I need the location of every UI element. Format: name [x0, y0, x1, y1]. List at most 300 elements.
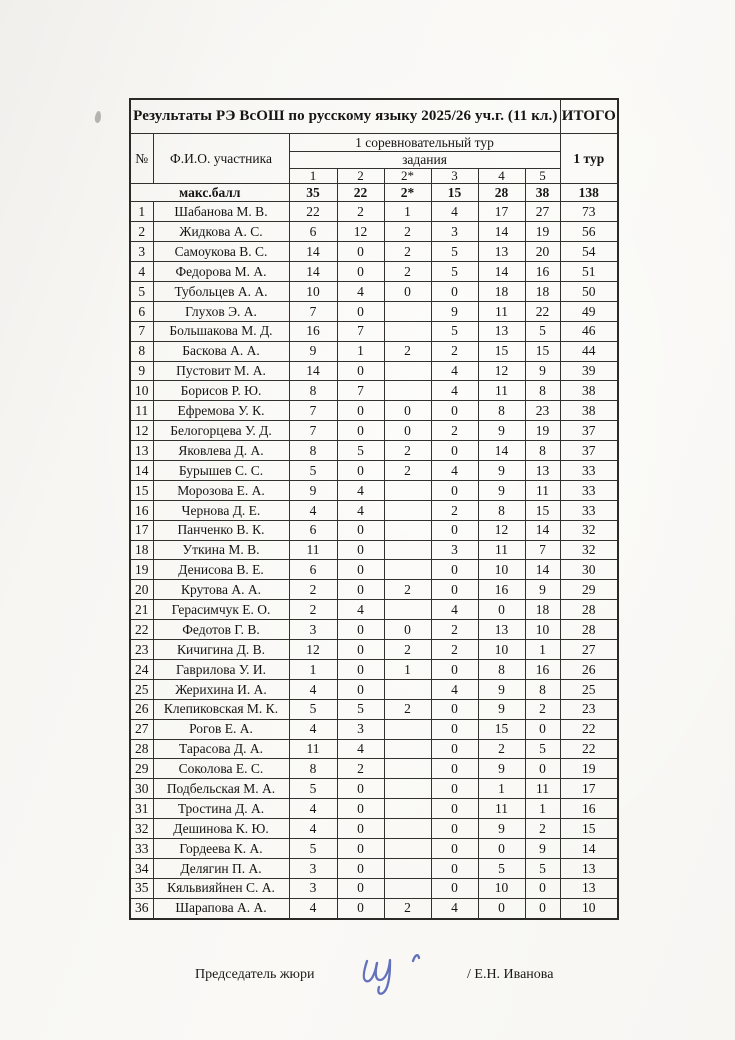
- row-total: 28: [560, 600, 618, 620]
- table-row: [130, 759, 618, 779]
- participant-name: Крутова А. А.: [153, 580, 289, 600]
- task-score: 15: [478, 719, 525, 739]
- task-score: 2: [337, 759, 384, 779]
- row-number: 33: [130, 838, 153, 858]
- table-row: [130, 819, 618, 839]
- row-number: 23: [130, 640, 153, 660]
- table-row: [130, 341, 618, 361]
- row-number: 11: [130, 401, 153, 421]
- task-score: 0: [431, 838, 478, 858]
- task-number-header: 2*: [384, 168, 431, 184]
- task-score: 18: [525, 600, 560, 620]
- table-row: [130, 242, 618, 262]
- task-score: 0: [337, 858, 384, 878]
- tour-header: 1 соревновательный тур: [289, 134, 560, 152]
- task-score: 10: [478, 878, 525, 898]
- task-score: 0: [431, 282, 478, 302]
- row-total: 22: [560, 719, 618, 739]
- table-row: [130, 222, 618, 242]
- task-score: 0: [431, 739, 478, 759]
- max-score-value: 2*: [384, 184, 431, 202]
- task-score: 4: [337, 600, 384, 620]
- participant-name: Уткина М. В.: [153, 540, 289, 560]
- task-score: 0: [337, 679, 384, 699]
- task-score: 10: [478, 640, 525, 660]
- row-number: 1: [130, 202, 153, 222]
- task-score: 2: [431, 500, 478, 520]
- row-number: 30: [130, 779, 153, 799]
- task-score: 0: [337, 540, 384, 560]
- row-total: 23: [560, 699, 618, 719]
- task-score: 0: [478, 898, 525, 918]
- task-score: 0: [337, 301, 384, 321]
- row-total: 50: [560, 282, 618, 302]
- task-score: 2: [525, 699, 560, 719]
- participant-name: Гордеева К. А.: [153, 838, 289, 858]
- task-score: 13: [478, 620, 525, 640]
- task-score: 0: [337, 620, 384, 640]
- task-score: 18: [525, 282, 560, 302]
- table-row: [130, 640, 618, 660]
- task-score: 4: [431, 679, 478, 699]
- task-score: 0: [337, 461, 384, 481]
- task-score: 0: [431, 719, 478, 739]
- table-row: [130, 421, 618, 441]
- row-number: 31: [130, 799, 153, 819]
- task-score: 2: [384, 341, 431, 361]
- task-score: 18: [478, 282, 525, 302]
- max-score-value: 35: [289, 184, 337, 202]
- row-number: 24: [130, 659, 153, 679]
- row-number: 34: [130, 858, 153, 878]
- task-score: 8: [525, 441, 560, 461]
- task-score: 10: [525, 620, 560, 640]
- row-total: 37: [560, 421, 618, 441]
- task-score: 0: [337, 799, 384, 819]
- table-row: [130, 580, 618, 600]
- table-row: [130, 262, 618, 282]
- task-score: 10: [478, 560, 525, 580]
- table-row: [130, 202, 618, 222]
- row-number: 20: [130, 580, 153, 600]
- task-score: 4: [431, 202, 478, 222]
- task-score: 0: [431, 779, 478, 799]
- row-total: 16: [560, 799, 618, 819]
- task-score: 3: [337, 719, 384, 739]
- table-row: [130, 520, 618, 540]
- row-number: 16: [130, 500, 153, 520]
- participant-name: Большакова М. Д.: [153, 321, 289, 341]
- row-number: 19: [130, 560, 153, 580]
- task-score: 0: [384, 620, 431, 640]
- participant-name: Тарасова Д. А.: [153, 739, 289, 759]
- participant-name: Баскова А. А.: [153, 341, 289, 361]
- chairman-signature-scribble: [356, 948, 440, 1006]
- row-number: 27: [130, 719, 153, 739]
- row-number: 22: [130, 620, 153, 640]
- row-total: 30: [560, 560, 618, 580]
- table-row: [130, 301, 618, 321]
- task-score: 15: [525, 341, 560, 361]
- max-score-value: 28: [478, 184, 525, 202]
- row-total: 25: [560, 679, 618, 699]
- table-row: [130, 719, 618, 739]
- max-score-row: [130, 184, 618, 202]
- task-score: 14: [478, 262, 525, 282]
- task-score: 0: [525, 898, 560, 918]
- participant-name: Самоукова В. С.: [153, 242, 289, 262]
- task-score: 8: [525, 381, 560, 401]
- max-score-total: 138: [560, 184, 618, 202]
- task-score: [384, 540, 431, 560]
- task-score: 9: [478, 699, 525, 719]
- scan-speck-artifact: [94, 111, 102, 124]
- chairman-label: Председатель жюри: [195, 967, 315, 982]
- table-row: [130, 401, 618, 421]
- task-score: [384, 838, 431, 858]
- task-score: 4: [289, 719, 337, 739]
- task-score: 0: [431, 441, 478, 461]
- task-score: 1: [289, 659, 337, 679]
- task-score: [384, 321, 431, 341]
- row-number: 15: [130, 480, 153, 500]
- col-header-fio: Ф.И.О. участника: [153, 134, 289, 184]
- task-score: 11: [478, 540, 525, 560]
- row-number: 10: [130, 381, 153, 401]
- row-total: 22: [560, 739, 618, 759]
- task-score: 4: [431, 461, 478, 481]
- task-score: 1: [525, 799, 560, 819]
- tasks-header: задания: [289, 152, 560, 169]
- task-score: 5: [337, 699, 384, 719]
- table-row: [130, 799, 618, 819]
- row-number: 14: [130, 461, 153, 481]
- row-number: 25: [130, 679, 153, 699]
- task-score: [384, 779, 431, 799]
- task-score: 0: [337, 421, 384, 441]
- task-score: 2: [384, 640, 431, 660]
- participant-name: Кичигина Д. В.: [153, 640, 289, 660]
- task-score: 8: [478, 401, 525, 421]
- table-row: [130, 321, 618, 341]
- max-score-value: 38: [525, 184, 560, 202]
- participant-name: Пустовит М. А.: [153, 361, 289, 381]
- participant-name: Белогорцева У. Д.: [153, 421, 289, 441]
- task-score: 16: [478, 580, 525, 600]
- max-score-label: макс.балл: [130, 184, 289, 202]
- task-score: 3: [289, 858, 337, 878]
- row-number: 5: [130, 282, 153, 302]
- task-score: 4: [289, 898, 337, 918]
- table-row: [130, 898, 618, 918]
- task-score: 9: [478, 421, 525, 441]
- table-row: [130, 381, 618, 401]
- row-total: 17: [560, 779, 618, 799]
- row-total: 38: [560, 401, 618, 421]
- task-score: 8: [478, 500, 525, 520]
- task-score: 9: [525, 361, 560, 381]
- task-score: 0: [337, 520, 384, 540]
- task-score: [384, 600, 431, 620]
- task-score: 2: [384, 461, 431, 481]
- task-score: 14: [289, 361, 337, 381]
- task-score: 12: [478, 361, 525, 381]
- task-score: 2: [384, 699, 431, 719]
- task-score: 11: [478, 381, 525, 401]
- task-score: 7: [289, 401, 337, 421]
- row-total: 54: [560, 242, 618, 262]
- table-row: [130, 441, 618, 461]
- task-score: 9: [289, 341, 337, 361]
- row-number: 12: [130, 421, 153, 441]
- task-score: 0: [337, 838, 384, 858]
- task-score: 0: [431, 699, 478, 719]
- task-score: 14: [289, 242, 337, 262]
- task-score: 4: [337, 282, 384, 302]
- task-score: [384, 858, 431, 878]
- row-total: 32: [560, 540, 618, 560]
- task-score: 2: [478, 739, 525, 759]
- table-row: [130, 620, 618, 640]
- task-score: 5: [525, 739, 560, 759]
- row-number: 35: [130, 878, 153, 898]
- task-score: 4: [431, 361, 478, 381]
- task-score: 2: [431, 341, 478, 361]
- task-score: 4: [431, 381, 478, 401]
- participant-name: Яковлева Д. А.: [153, 441, 289, 461]
- task-score: 14: [478, 441, 525, 461]
- table-row: [130, 500, 618, 520]
- task-score: 12: [289, 640, 337, 660]
- task-score: 0: [384, 282, 431, 302]
- table-row: [130, 480, 618, 500]
- task-score: 15: [525, 500, 560, 520]
- task-score: 2: [431, 640, 478, 660]
- task-score: 5: [289, 779, 337, 799]
- task-score: 1: [525, 640, 560, 660]
- results-table: [129, 98, 619, 920]
- task-score: 9: [525, 838, 560, 858]
- task-score: 22: [525, 301, 560, 321]
- task-score: 5: [525, 858, 560, 878]
- task-score: 2: [431, 620, 478, 640]
- task-score: 2: [289, 600, 337, 620]
- task-score: 17: [478, 202, 525, 222]
- max-score-value: 22: [337, 184, 384, 202]
- task-score: 5: [431, 262, 478, 282]
- task-score: 2: [384, 441, 431, 461]
- task-score: 12: [337, 222, 384, 242]
- participant-name: Дешинова К. Ю.: [153, 819, 289, 839]
- task-score: 19: [525, 222, 560, 242]
- tour-total-header: 1 тур: [560, 134, 618, 184]
- table-row: [130, 858, 618, 878]
- task-score: 1: [384, 202, 431, 222]
- task-score: 6: [289, 560, 337, 580]
- task-score: 2: [384, 222, 431, 242]
- task-score: 0: [337, 242, 384, 262]
- task-score: 9: [431, 301, 478, 321]
- participant-name: Шарапова А. А.: [153, 898, 289, 918]
- participant-name: Подбельская М. А.: [153, 779, 289, 799]
- task-score: 10: [289, 282, 337, 302]
- task-score: 14: [525, 520, 560, 540]
- table-row: [130, 659, 618, 679]
- task-score: 8: [478, 659, 525, 679]
- task-score: 14: [289, 262, 337, 282]
- row-total: 38: [560, 381, 618, 401]
- task-score: 0: [337, 640, 384, 660]
- task-score: 0: [337, 878, 384, 898]
- task-score: 0: [337, 580, 384, 600]
- task-score: 16: [525, 659, 560, 679]
- table-row: [130, 699, 618, 719]
- task-score: 0: [431, 858, 478, 878]
- task-score: 3: [289, 620, 337, 640]
- task-score: 0: [384, 401, 431, 421]
- header-row-tour: [130, 134, 618, 152]
- task-score: 6: [289, 520, 337, 540]
- table-title-row: [130, 99, 618, 134]
- chairman-name: / Е.Н. Иванова: [467, 967, 554, 982]
- task-score: 16: [289, 321, 337, 341]
- task-score: 11: [478, 799, 525, 819]
- participant-name: Рогов Е. А.: [153, 719, 289, 739]
- row-total: 33: [560, 461, 618, 481]
- task-score: 9: [478, 759, 525, 779]
- task-score: 13: [478, 242, 525, 262]
- task-score: 4: [431, 898, 478, 918]
- task-score: 1: [337, 341, 384, 361]
- task-score: 0: [525, 878, 560, 898]
- table-title: Результаты РЭ ВсОШ по русскому языку 2025/26 уч.г. (11 кл.): [130, 99, 560, 134]
- task-score: 13: [478, 321, 525, 341]
- participant-name: Жерихина И. А.: [153, 679, 289, 699]
- row-number: 29: [130, 759, 153, 779]
- participant-name: Морозова Е. А.: [153, 480, 289, 500]
- task-score: [384, 381, 431, 401]
- row-total: 32: [560, 520, 618, 540]
- task-score: 14: [525, 560, 560, 580]
- task-score: 0: [431, 819, 478, 839]
- row-number: 18: [130, 540, 153, 560]
- task-score: 7: [289, 421, 337, 441]
- task-score: 5: [431, 242, 478, 262]
- task-score: 0: [431, 480, 478, 500]
- task-score: [384, 739, 431, 759]
- participant-name: Делягин П. А.: [153, 858, 289, 878]
- results-body: [130, 202, 618, 919]
- task-score: 4: [289, 500, 337, 520]
- task-score: 7: [337, 321, 384, 341]
- participant-name: Ефремова У. К.: [153, 401, 289, 421]
- task-score: 0: [431, 799, 478, 819]
- task-score: [384, 819, 431, 839]
- task-score: 5: [478, 858, 525, 878]
- task-score: 9: [478, 461, 525, 481]
- task-score: 0: [431, 560, 478, 580]
- task-score: 2: [289, 580, 337, 600]
- row-total: 10: [560, 898, 618, 918]
- row-number: 28: [130, 739, 153, 759]
- task-score: [384, 500, 431, 520]
- task-score: 1: [478, 779, 525, 799]
- task-score: 8: [289, 759, 337, 779]
- participant-name: Борисов Р. Ю.: [153, 381, 289, 401]
- task-score: 23: [525, 401, 560, 421]
- row-number: 36: [130, 898, 153, 918]
- row-total: 29: [560, 580, 618, 600]
- row-total: 28: [560, 620, 618, 640]
- row-number: 3: [130, 242, 153, 262]
- table-row: [130, 361, 618, 381]
- task-score: 0: [337, 401, 384, 421]
- task-score: 11: [478, 301, 525, 321]
- row-total: 46: [560, 321, 618, 341]
- itogo-header: ИТОГО: [560, 99, 618, 134]
- participant-name: Денисова В. Е.: [153, 560, 289, 580]
- task-score: 3: [431, 222, 478, 242]
- task-score: 8: [525, 679, 560, 699]
- row-number: 26: [130, 699, 153, 719]
- row-number: 8: [130, 341, 153, 361]
- task-score: 0: [337, 819, 384, 839]
- task-score: 0: [337, 560, 384, 580]
- task-score: 7: [289, 301, 337, 321]
- task-score: [384, 560, 431, 580]
- task-score: 7: [525, 540, 560, 560]
- row-total: 44: [560, 341, 618, 361]
- task-score: 1: [384, 659, 431, 679]
- row-total: 39: [560, 361, 618, 381]
- task-score: [384, 759, 431, 779]
- participant-name: Соколова Е. С.: [153, 759, 289, 779]
- row-number: 6: [130, 301, 153, 321]
- row-total: 15: [560, 819, 618, 839]
- task-score: 0: [337, 779, 384, 799]
- task-number-header: 4: [478, 168, 525, 184]
- task-score: 2: [384, 262, 431, 282]
- task-score: 0: [431, 759, 478, 779]
- task-score: 11: [525, 480, 560, 500]
- task-score: 0: [431, 878, 478, 898]
- task-score: 6: [289, 222, 337, 242]
- task-score: 12: [478, 520, 525, 540]
- task-score: 20: [525, 242, 560, 262]
- task-score: 4: [289, 799, 337, 819]
- table-row: [130, 540, 618, 560]
- task-score: [384, 480, 431, 500]
- task-score: [384, 520, 431, 540]
- task-score: 4: [431, 600, 478, 620]
- participant-name: Тубольцев А. А.: [153, 282, 289, 302]
- table-row: [130, 739, 618, 759]
- row-total: 33: [560, 500, 618, 520]
- table-row: [130, 461, 618, 481]
- task-score: 7: [337, 381, 384, 401]
- task-score: [384, 361, 431, 381]
- row-total: 13: [560, 878, 618, 898]
- task-score: 13: [525, 461, 560, 481]
- task-score: 9: [478, 819, 525, 839]
- table-row: [130, 679, 618, 699]
- task-number-header: 1: [289, 168, 337, 184]
- task-score: 0: [525, 759, 560, 779]
- participant-name: Тростина Д. А.: [153, 799, 289, 819]
- row-total: 51: [560, 262, 618, 282]
- task-number-header: 2: [337, 168, 384, 184]
- task-score: 4: [337, 500, 384, 520]
